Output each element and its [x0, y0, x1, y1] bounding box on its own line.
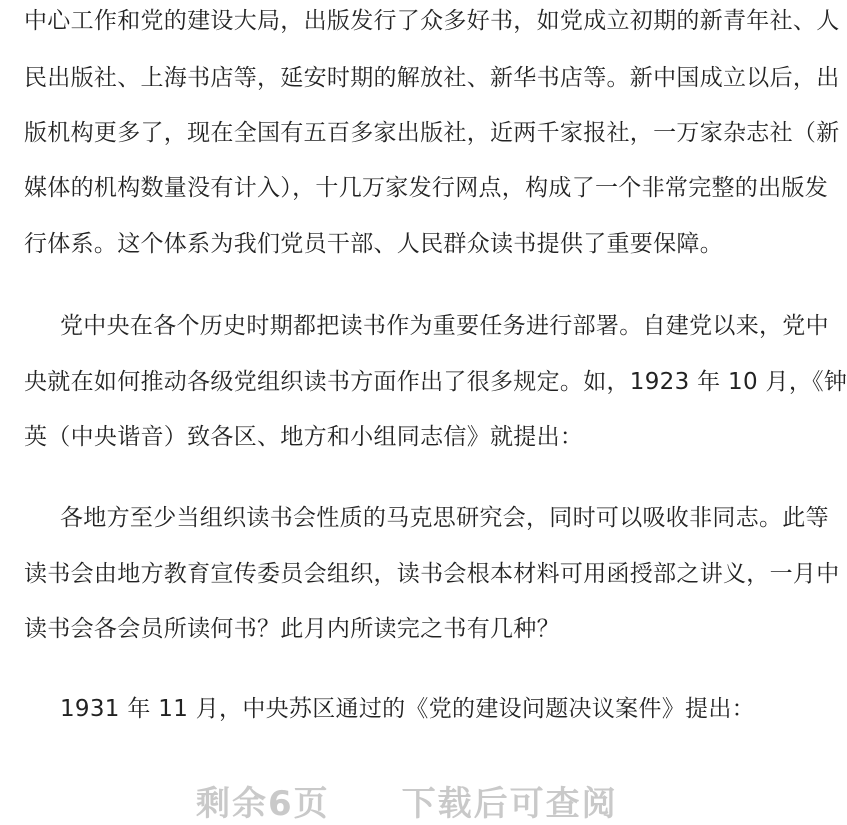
paragraph-3-line-3: 读书会各会员所读何书？此月内所读完之书有几种？ [24, 616, 560, 642]
paragraph-3-line-2: 读书会由地方教育宣传委员会组织，读书会根本材料可用函授部之讲义，一月中 [24, 561, 840, 587]
download-watermark: 剩余6页 下载后可查阅 [196, 784, 618, 824]
paragraph-2-line-3: 英（中央谐音）致各区、地方和小组同志信》就提出： [24, 424, 584, 450]
paragraph-3-line-1: 各地方至少当组织读书会性质的马克思研究会，同时可以吸收非同志。此等 [60, 505, 829, 531]
paragraph-1-line-4: 媒体的机构数量没有计入），十几万家发行网点，构成了一个非常完整的出版发 [24, 175, 828, 201]
paragraph-1-line-5: 行体系。这个体系为我们党员干部、人民群众读书提供了重要保障。 [24, 231, 723, 257]
paragraph-1-line-2: 民出版社、上海书店等，延安时期的解放社、新华书店等。新中国成立以后，出 [24, 65, 840, 91]
paragraph-1-line-3: 版机构更多了，现在全国有五百多家出版社，近两千家报社，一万家杂志社（新 [24, 120, 840, 146]
paragraph-2-line-1: 党中央在各个历史时期都把读书作为重要任务进行部署。自建党以来，党中 [60, 313, 829, 339]
paragraph-2-line-2: 央就在如何推动各级党组织读书方面作出了很多规定。如，1923 年 10 月，《钟 [24, 369, 847, 395]
paragraph-1-line-1: 中心工作和党的建设大局，出版发行了众多好书，如党成立初期的新青年社、人 [24, 8, 840, 34]
paragraph-4-line-1: 1931 年 11 月，中央苏区通过的《党的建设问题决议案件》提出： [60, 696, 755, 722]
